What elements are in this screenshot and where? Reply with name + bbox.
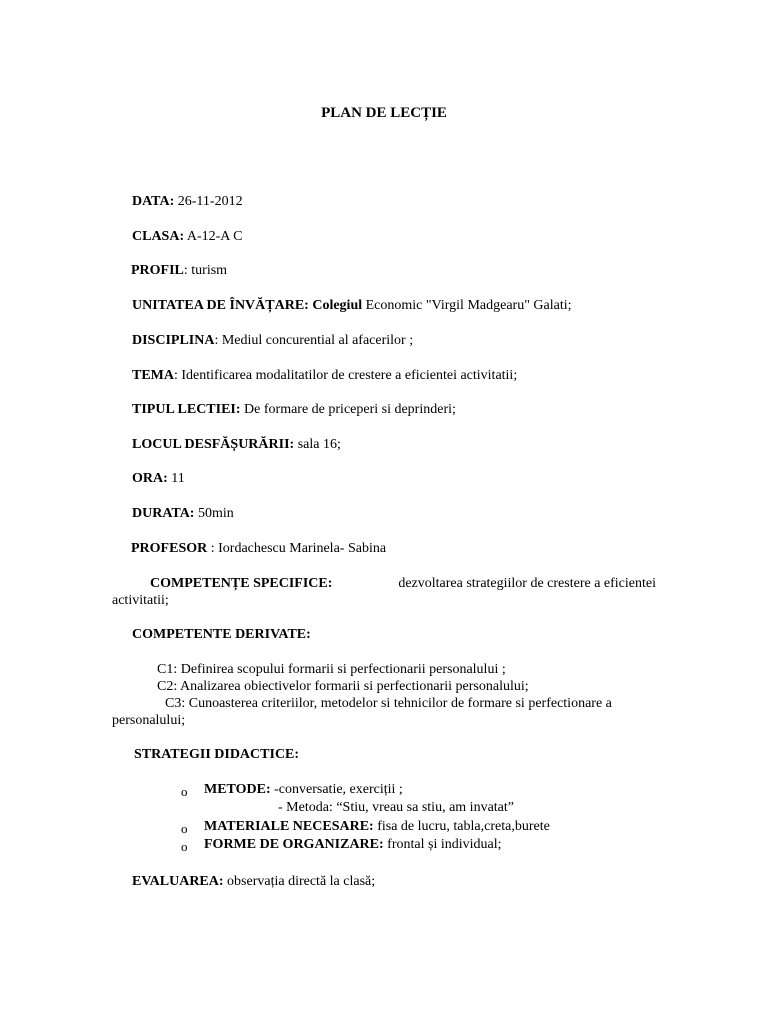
field-label: PROFIL [131,263,184,278]
competenta-c3-cont: personalului; [112,713,186,728]
field-label: DISCIPLINA [132,333,215,348]
field-clasa [132,229,242,245]
field-value-bold: Colegiul [308,298,363,313]
item-value: fisa de lucru, tabla,creta,burete [373,819,550,834]
field-data [132,194,243,210]
competenta-c1: C1: Definirea scopului formarii si perfectionarii personalului ; [157,662,506,677]
field-value: 50min [194,506,234,521]
field-profesor [131,541,386,557]
field-tema [132,368,517,384]
field-label: EVALUAREA: [132,874,224,889]
bullet-icon: o [181,784,188,799]
field-disciplina [132,333,413,349]
field-value: De formare de priceperi si deprinderi; [240,402,456,417]
field-value: : turism [183,263,228,278]
field-profil [131,263,227,279]
bullet-icon: o [181,839,188,854]
bullet-icon: o [181,821,188,836]
competenta-c2: C2: Analizarea obiectivelor formarii si perfectionarii personalului; [157,679,529,694]
strategie-metode [204,782,403,798]
competente-specifice-cont: activitatii; [112,593,169,608]
competente-derivate-heading: COMPETENTE DERIVATE: [132,627,311,642]
field-locul [132,437,341,453]
field-value: : Iordachescu Marinela- Sabina [207,541,387,556]
field-value: : Identificarea modalitatilor de crestere a eficientei activitatii; [174,368,518,383]
section-label: COMPETENȚE SPECIFICE: [150,576,333,591]
field-label: PROFESOR [131,541,208,556]
page-title: PLAN DE LECȚIE [321,105,447,121]
item-label: MATERIALE NECESARE: [204,819,374,834]
field-label: LOCUL DESFĂȘURĂRII: [132,437,295,452]
field-durata [132,506,234,522]
field-tipul-lectiei [132,402,456,418]
item-value: -conversatie, exerciții ; [270,782,403,797]
field-label: ORA: [132,471,168,486]
field-label: DURATA: [132,506,195,521]
field-label: UNITATEA DE ÎNVĂȚARE: [132,298,309,313]
field-value: 26-11-2012 [174,194,243,209]
field-ora [132,471,185,487]
section-value: dezvoltarea strategiilor de crestere a eficientei [398,576,656,591]
competenta-c3: C3: Cunoasterea criteriilor, metodelor si tehnicilor de formare si perfectionare a [165,696,612,711]
field-label: TEMA [132,368,174,383]
field-unitatea [132,298,572,314]
strategie-materiale [204,819,550,835]
field-label: CLASA: [132,229,185,244]
strategii-heading: STRATEGII DIDACTICE: [134,747,300,762]
field-value: sala 16; [294,437,341,452]
field-value: : Mediul concurential al afacerilor ; [214,333,414,348]
item-label: METODE: [204,782,271,797]
field-value: A-12-A C [184,229,243,244]
strategie-metode-sub: - Metoda: “Stiu, vreau sa stiu, am invatat” [278,800,514,815]
strategie-forme [204,837,502,853]
evaluarea [132,874,375,890]
competente-specifice [150,576,656,592]
field-value: 11 [167,471,185,486]
field-label: TIPUL LECTIEI: [132,402,241,417]
field-value: Economic "Virgil Madgearu" Galati; [362,298,572,313]
field-value: observația directă la clasă; [223,874,376,889]
item-value: frontal și individual; [383,837,502,852]
item-label: FORME DE ORGANIZARE: [204,837,384,852]
field-label: DATA: [132,194,175,209]
